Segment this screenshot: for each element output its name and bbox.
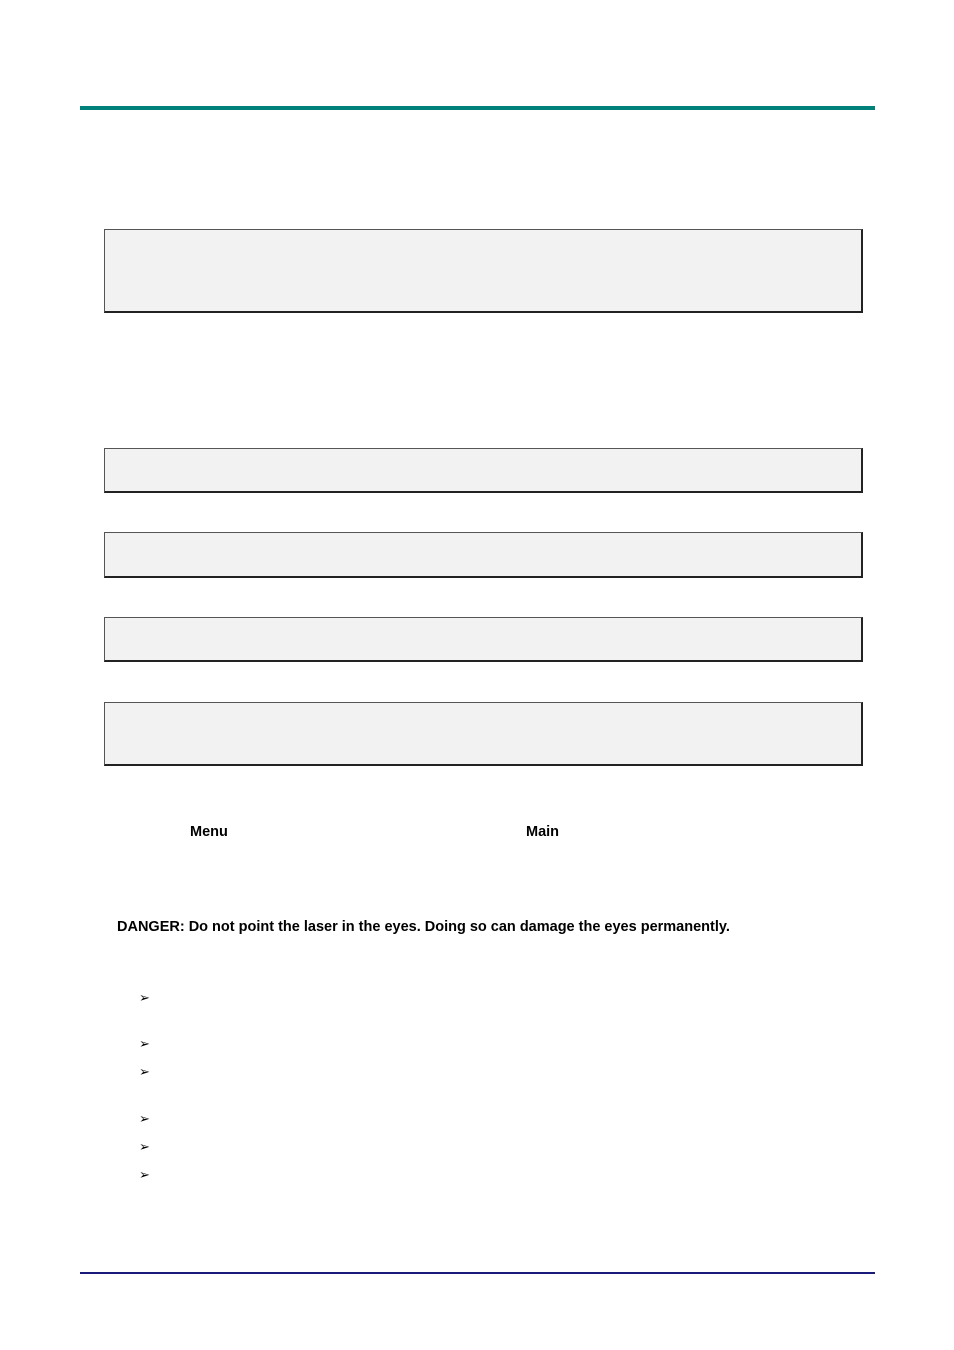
note-box bbox=[104, 617, 863, 662]
note-box bbox=[104, 448, 863, 493]
main-term: Main bbox=[526, 824, 560, 840]
arrow-bullet-icon: ➢ bbox=[139, 991, 150, 1006]
note-box bbox=[104, 532, 863, 578]
note-box bbox=[104, 702, 863, 766]
arrow-bullet-icon: ➢ bbox=[139, 1037, 150, 1052]
arrow-bullet-icon: ➢ bbox=[139, 1065, 150, 1080]
header-rule bbox=[80, 106, 875, 110]
arrow-bullet-icon: ➢ bbox=[139, 1168, 150, 1183]
arrow-bullet-icon: ➢ bbox=[139, 1112, 150, 1127]
footer-rule bbox=[80, 1272, 875, 1274]
danger-warning: DANGER: Do not point the laser in the eyes. Doing so can damage the eyes permanently. bbox=[117, 919, 730, 935]
menu-term: Menu bbox=[190, 824, 228, 840]
arrow-bullet-icon: ➢ bbox=[139, 1140, 150, 1155]
note-box bbox=[104, 229, 863, 313]
